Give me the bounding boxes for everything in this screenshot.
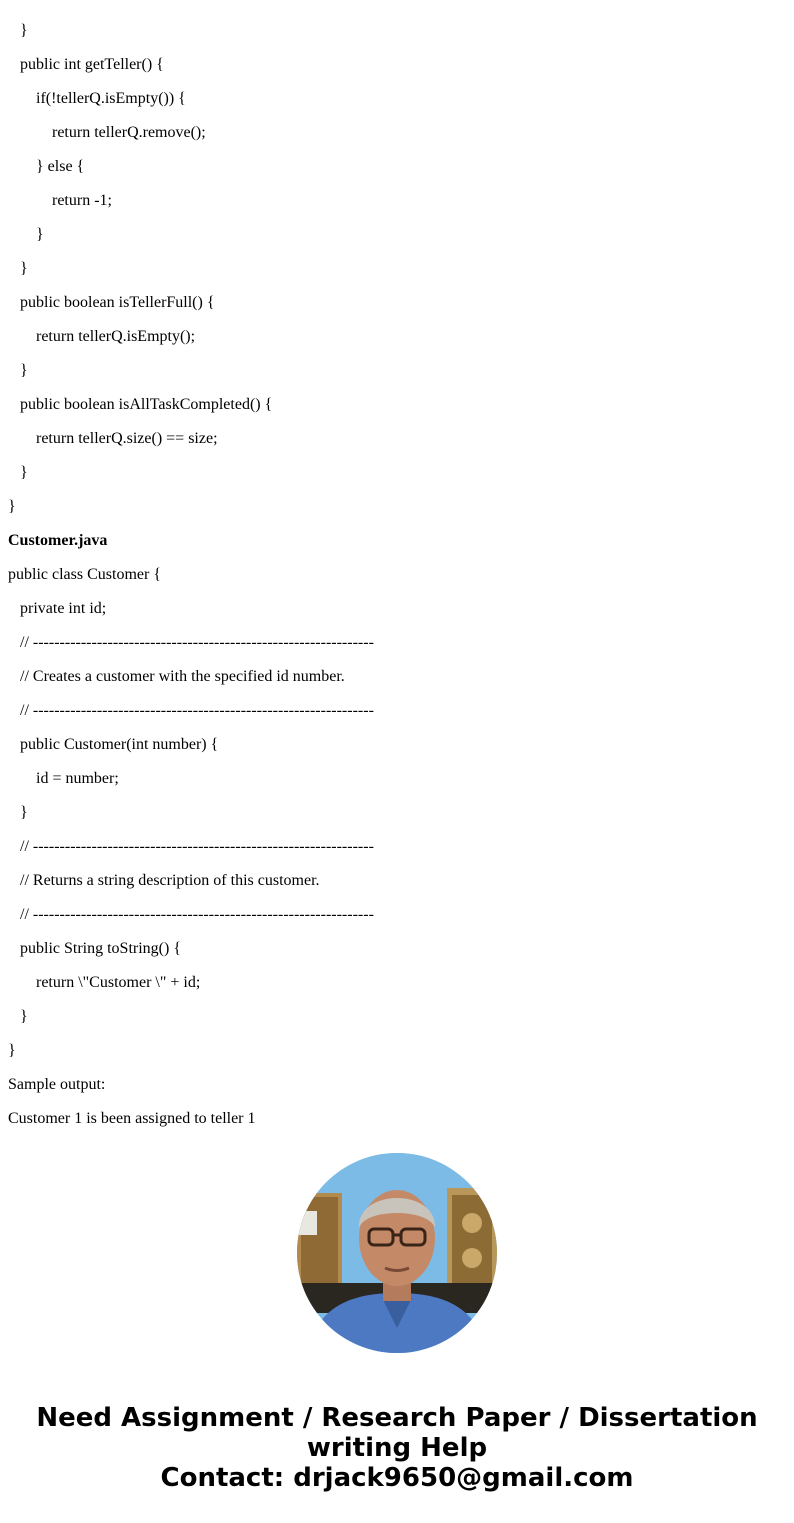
code-line: return -1; <box>52 192 112 209</box>
contact-footer <box>0 1403 794 1493</box>
code-line: // Creates a customer with the specified id number. <box>20 668 345 685</box>
code-line: id = number; <box>36 770 119 787</box>
code-line: } <box>8 498 16 515</box>
code-line: Sample output: <box>8 1076 106 1093</box>
code-line: public int getTeller() { <box>20 56 164 73</box>
code-line: } <box>8 1042 16 1059</box>
code-line: } <box>20 464 28 481</box>
code-line: Customer 1 is been assigned to teller 1 <box>8 1110 256 1127</box>
code-line: // ---------------------------------------------------------------- <box>20 838 374 855</box>
code-line: return tellerQ.size() == size; <box>36 430 218 447</box>
code-line: } <box>36 226 44 243</box>
code-line: return \"Customer \" + id; <box>36 974 201 991</box>
code-line: } <box>20 362 28 379</box>
person-avatar-icon <box>297 1153 497 1353</box>
code-line: // ---------------------------------------------------------------- <box>20 634 374 651</box>
footer-line-1: Need Assignment / Research Paper / Dissertation <box>36 1403 758 1433</box>
code-line: public class Customer { <box>8 566 161 583</box>
code-line: } else { <box>36 158 85 175</box>
code-line: } <box>20 804 28 821</box>
code-line: public Customer(int number) { <box>20 736 219 753</box>
section-heading: Customer.java <box>8 532 108 549</box>
code-line: return tellerQ.remove(); <box>52 124 206 141</box>
code-line: // ---------------------------------------------------------------- <box>20 702 374 719</box>
code-line: public boolean isTellerFull() { <box>20 294 215 311</box>
code-line: } <box>20 260 28 277</box>
footer-line-2: writing Help <box>306 1433 488 1463</box>
code-line: } <box>20 22 28 39</box>
code-line: private int id; <box>20 600 107 617</box>
document-body <box>8 14 788 1136</box>
footer-line-3: Contact: drjack9650@gmail.com <box>160 1463 634 1493</box>
code-line: if(!tellerQ.isEmpty()) { <box>36 90 186 107</box>
code-line: } <box>20 1008 28 1025</box>
code-line: // ---------------------------------------------------------------- <box>20 906 374 923</box>
code-line: return tellerQ.isEmpty(); <box>36 328 196 345</box>
code-line: public boolean isAllTaskCompleted() { <box>20 396 273 413</box>
code-line: // Returns a string description of this customer. <box>20 872 320 889</box>
code-line: public String toString() { <box>20 940 182 957</box>
author-avatar <box>297 1153 497 1353</box>
